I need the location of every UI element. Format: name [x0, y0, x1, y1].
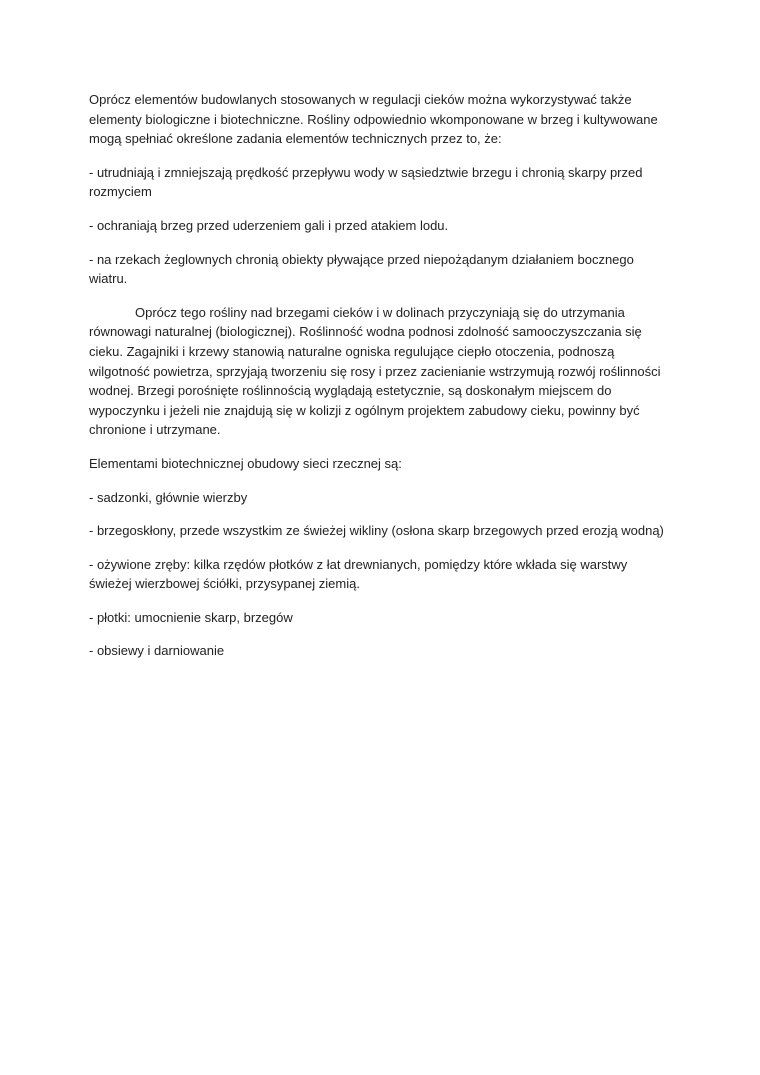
list-item: - ochraniają brzeg przed uderzeniem gali i przed atakiem lodu.	[89, 217, 449, 233]
list-item: - ożywione zręby: kilka rzędów płotków z łat drewnianych, pomiędzy które wkłada się warstwy świeżej wierzbowej ściółki, przysypanej ziemią.	[89, 556, 628, 592]
list-item: - obsiewy i darniowanie	[89, 643, 225, 659]
list-item: - na rzekach żeglownych chronią obiekty pływające przed niepożądanym działaniem bocznego wiatru.	[89, 251, 634, 287]
list-item: - brzegoskłony, przede wszystkim ze świeżej wikliny (osłona skarp brzegowych przed erozją wodną)	[89, 523, 664, 539]
list-heading: Elementami biotechnicznej obudowy sieci rzecznej są:	[89, 455, 402, 471]
list-item: - sadzonki, głównie wierzby	[89, 489, 248, 505]
document-body	[89, 90, 671, 675]
body-paragraph: Oprócz tego rośliny nad brzegami cieków i w dolinach przyczyniają się do utrzymania równowagi naturalnej (biologicznej). Roślinność wodna podnosi zdolność samooczyszczania się cieku. Zagajniki i krzewy stanowią naturalne ogniska regulujące ciepło otoczenia, podnoszą wilgotność powietrza, sprzyjają tworzeniu się rosy i przez zacienianie wstrzymują rozwój roślinności wodnej. Brzegi porośnięte roślinnością wyglądają estetycznie, są doskonałym miejscem do wypoczynku i jeżeli nie znajdują się w kolizji z ogólnym projektem zabudowy cieku, powinny być chronione i utrzymane.	[89, 304, 661, 438]
list-item: - utrudniają i zmniejszają prędkość przepływu wody w sąsiedztwie brzegu i chronią skarpy przed rozmyciem	[89, 164, 643, 200]
intro-paragraph: Oprócz elementów budowlanych stosowanych w regulacji cieków można wykorzystywać także elementy biologiczne i biotechniczne. Rośliny odpowiednio wkomponowane w brzeg i kultywowane mogą spełniać określone zadania elementów technicznych przez to, że:	[89, 92, 658, 147]
list-item: - płotki: umocnienie skarp, brzegów	[89, 609, 293, 625]
